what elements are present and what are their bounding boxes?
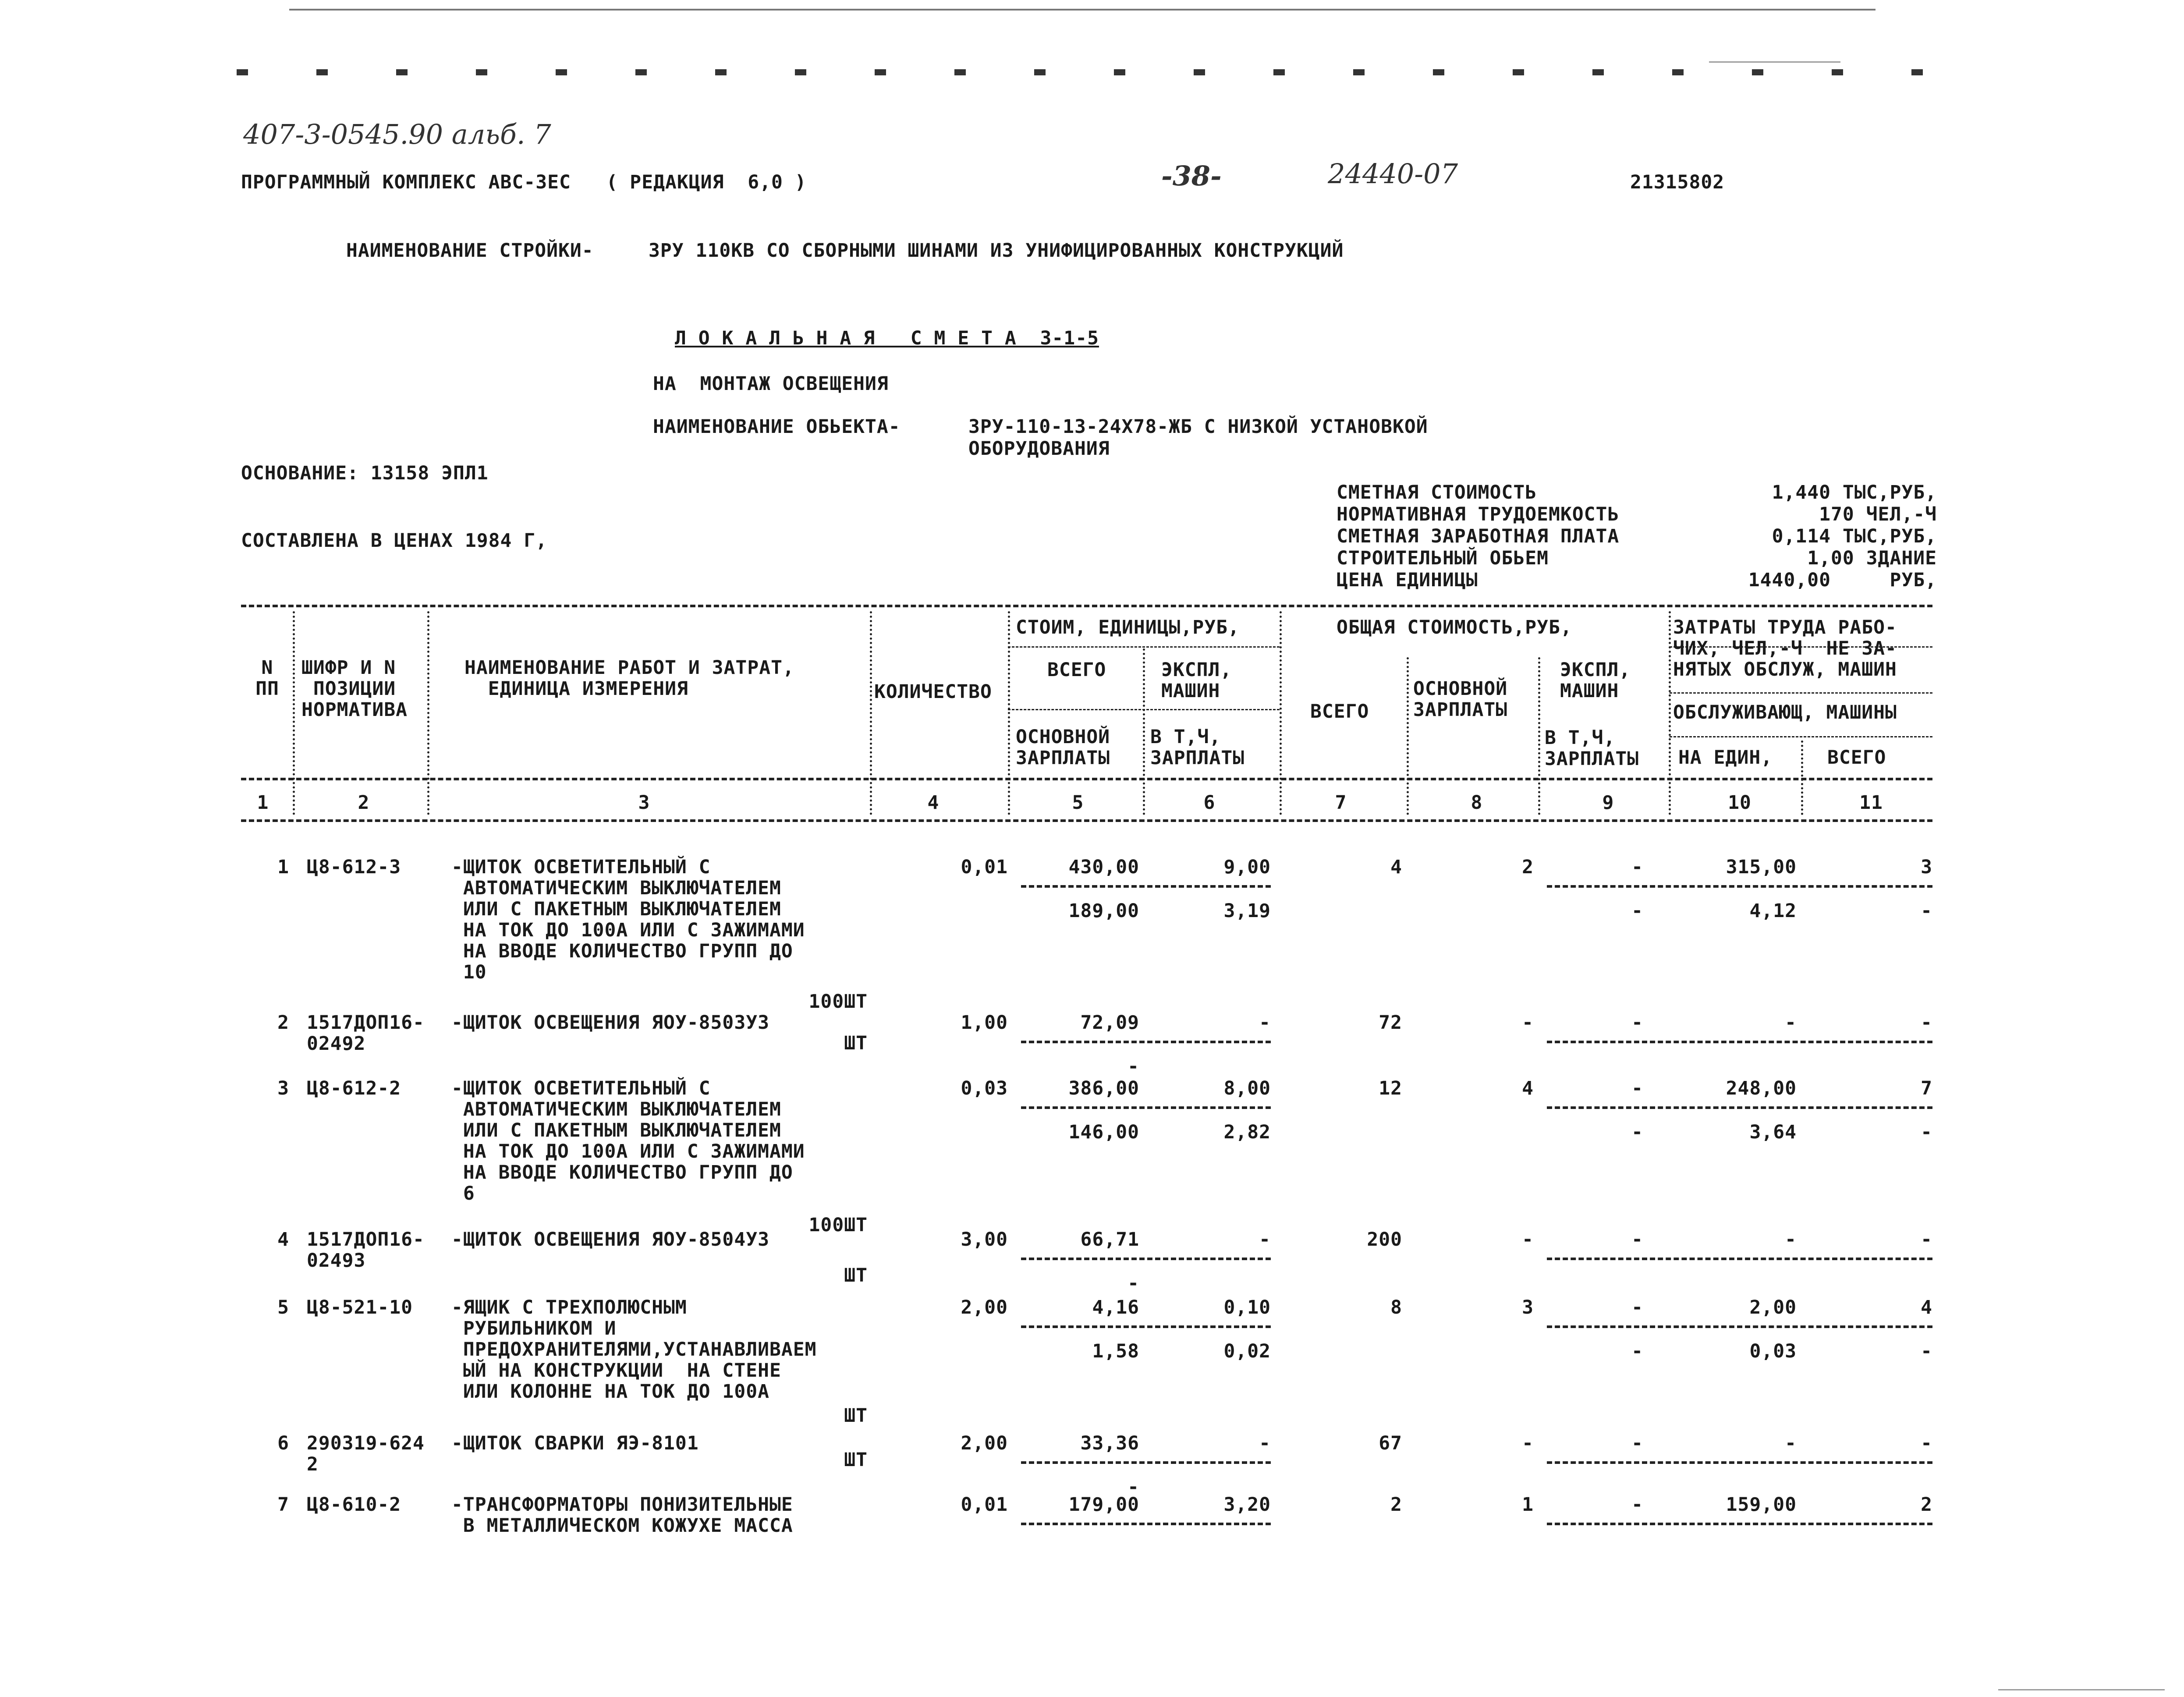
row-labor-total-2: - — [1921, 1121, 1932, 1143]
cell-divider-rule — [1021, 1325, 1271, 1328]
row-labor-unit: - — [1785, 1432, 1797, 1454]
handwritten-code: 24440-07 — [1328, 158, 1458, 190]
column-number: 2 — [358, 792, 370, 814]
row-total-machines: - — [1631, 1229, 1643, 1251]
row-quantity: 2,00 — [961, 1432, 1008, 1454]
row-name: -ТРАНСФОРМАТОРЫ ПОНИЗИТЕЛЬНЫЕ В МЕТАЛЛИЧЕСКОМ КОЖУХЕ МАССА — [451, 1494, 793, 1537]
header-unit-machines: ЭКСПЛ, МАШИН — [1161, 659, 1232, 702]
summary-label: СМЕТНАЯ ЗАРАБОТНАЯ ПЛАТА — [1337, 525, 1620, 547]
row-labor-total: 2 — [1921, 1494, 1932, 1516]
summary-value: 1,00 ЗДАНИЕ — [1807, 547, 1937, 569]
column-number: 5 — [1072, 792, 1084, 814]
row-total: 4 — [1390, 856, 1402, 878]
column-separator — [1280, 611, 1282, 815]
row-unit-total: 33,36 — [1080, 1432, 1139, 1454]
row-unit-machines: 8,00 — [1223, 1077, 1271, 1099]
row-name: -ЩИТОК ОСВЕТИТЕЛЬНЫЙ С АВТОМАТИЧЕСКИМ ВЫКЛЮЧАТЕЛЕМ ИЛИ С ПАКЕТНЫМ ВЫКЛЮЧАТЕЛЕМ НА ТОК ДО 100А ИЛИ С ЗАЖИМАМИ НА ВВОДЕ КОЛИЧЕСТВО ГРУПП ДО 10 — [451, 856, 805, 983]
header-n: N ПП — [255, 657, 279, 700]
header-unit-total: ВСЕГО — [1047, 659, 1106, 681]
row-unit-including: 3,19 — [1223, 900, 1271, 922]
row-labor-unit: 315,00 — [1726, 856, 1797, 878]
cell-divider-rule — [1021, 1523, 1271, 1525]
cell-divider-rule — [1021, 885, 1271, 888]
column-number: 10 — [1728, 792, 1751, 814]
row-unit-including: 0,02 — [1223, 1340, 1271, 1362]
column-number: 3 — [638, 792, 650, 814]
cell-divider-rule — [1021, 1041, 1271, 1043]
row-labor-total: - — [1921, 1012, 1932, 1034]
row-name: -ЩИТОК СВАРКИ ЯЭ-8101 — [451, 1432, 699, 1454]
row-unit: ШТ — [844, 1405, 868, 1427]
row-total-machines: - — [1631, 1077, 1643, 1099]
row-number: 7 — [277, 1494, 289, 1516]
row-unit-total: 430,00 — [1068, 856, 1139, 878]
row-quantity: 0,01 — [961, 1494, 1008, 1516]
row-labor-total: 7 — [1921, 1077, 1932, 1099]
row-total: 67 — [1379, 1432, 1402, 1454]
header-bottom-rule — [241, 778, 1932, 780]
row-total-wage: 2 — [1522, 856, 1534, 878]
scan-mark — [1709, 61, 1840, 63]
cell-divider-rule — [1547, 1106, 1932, 1109]
header-rule — [1670, 692, 1932, 694]
row-number: 1 — [277, 856, 289, 878]
program-title: ПРОГРАММНЫЙ КОМПЛЕКС АВС-3ЕС ( РЕДАКЦИЯ 6,0 ) — [241, 171, 807, 193]
construction-label: НАИМЕНОВАНИЕ СТРОЙКИ- — [346, 240, 594, 262]
row-unit-machines: - — [1259, 1229, 1271, 1251]
row-unit: ШТ — [844, 1449, 868, 1471]
row-total-including: - — [1631, 1340, 1643, 1362]
row-total-including: - — [1631, 1121, 1643, 1143]
row-labor-unit: 159,00 — [1726, 1494, 1797, 1516]
header-total-wage: ОСНОВНОЙ ЗАРПЛАТЫ — [1413, 678, 1508, 721]
object-label: НАИМЕНОВАНИЕ ОБЬЕКТА- — [653, 416, 901, 438]
row-name: -ЩИТОК ОСВЕТИТЕЛЬНЫЙ С АВТОМАТИЧЕСКИМ ВЫКЛЮЧАТЕЛЕМ ИЛИ С ПАКЕТНЫМ ВЫКЛЮЧАТЕЛЕМ НА ТОК ДО 100А ИЛИ С ЗАЖИМАМИ НА ВВОДЕ КОЛИЧЕСТВО ГРУПП ДО 6 — [451, 1077, 805, 1205]
column-separator — [1538, 657, 1540, 815]
summary-label: ЦЕНА ЕДИНИЦЫ — [1337, 569, 1478, 591]
header-unit-cost: СТОИМ, ЕДИНИЦЫ,РУБ, — [1016, 616, 1240, 638]
row-name: -ЩИТОК ОСВЕЩЕНИЯ ЯОУ-8504У3 — [451, 1229, 769, 1251]
header-total-cost: ОБЩАЯ СТОИМОСТЬ,РУБ, — [1337, 616, 1572, 638]
row-total-wage: - — [1522, 1229, 1534, 1251]
column-number: 7 — [1335, 792, 1347, 814]
cell-divider-rule — [1547, 1041, 1932, 1043]
header-total-machines: ЭКСПЛ, МАШИН — [1560, 659, 1631, 702]
cell-divider-rule — [1547, 885, 1932, 888]
object-value: ЗРУ-110-13-24Х78-ЖБ С НИЗКОЙ УСТАНОВКОЙ — [968, 416, 1428, 438]
row-labor-total-2: - — [1921, 1340, 1932, 1362]
row-total: 200 — [1367, 1229, 1402, 1251]
summary-label: НОРМАТИВНАЯ ТРУДОЕМКОСТЬ — [1337, 503, 1620, 525]
header-rule — [1670, 736, 1932, 737]
row-unit: ШТ — [844, 1265, 868, 1286]
construction-value: ЗРУ 110КВ СО СБОРНЫМИ ШИНАМИ ИЗ УНИФИЦИРОВАННЫХ КОНСТРУКЦИЙ — [649, 240, 1344, 262]
row-unit-total: 386,00 — [1068, 1077, 1139, 1099]
row-total-machines: - — [1631, 1012, 1643, 1034]
row-unit-wage: 1,58 — [1092, 1340, 1139, 1362]
row-unit-total: 179,00 — [1068, 1494, 1139, 1516]
row-unit-wage: 146,00 — [1068, 1121, 1139, 1143]
row-number: 3 — [277, 1077, 289, 1099]
object-value-continued: ОБОРУДОВАНИЯ — [968, 438, 1110, 460]
summary-value: 0,114 ТЫС,РУБ, — [1772, 525, 1937, 547]
header-labor: ЗАТРАТЫ ТРУДА РАБО- ЧИХ, ЧЕЛ,-Ч НЕ ЗА- НЯТЫХ ОБСЛУЖ, МАШИН — [1673, 616, 1897, 680]
estimate-subject: НА МОНТАЖ ОСВЕЩЕНИЯ — [653, 373, 889, 395]
column-number: 11 — [1859, 792, 1883, 814]
row-number: 4 — [277, 1229, 289, 1251]
header-labor-total: ВСЕГО — [1827, 747, 1886, 769]
estimate-title: Л О К А Л Ь Н А Я С М Е Т А 3-1-5 — [675, 327, 1099, 349]
header-total-including: В Т,Ч, ЗАРПЛАТЫ — [1545, 727, 1639, 770]
row-code: 290319-624 2 — [307, 1432, 425, 1475]
column-separator — [427, 611, 429, 815]
row-quantity: 2,00 — [961, 1297, 1008, 1318]
row-number: 2 — [277, 1012, 289, 1034]
row-code: 1517ДОП16- 02493 — [307, 1229, 425, 1272]
row-labor-total: - — [1921, 1229, 1932, 1251]
summary-value: 1,440 ТЫС,РУБ, — [1772, 482, 1937, 503]
row-total: 72 — [1379, 1012, 1402, 1034]
cell-divider-rule — [1547, 1325, 1932, 1328]
row-unit-wage: - — [1127, 1272, 1139, 1294]
row-total: 12 — [1379, 1077, 1402, 1099]
header-labor-service: ОБСЛУЖИВАЮЩ, МАШИНЫ — [1673, 701, 1897, 723]
cell-divider-rule — [1021, 1106, 1271, 1109]
row-unit-machines: 9,00 — [1223, 856, 1271, 878]
row-number: 6 — [277, 1432, 289, 1454]
row-unit-machines: 0,10 — [1223, 1297, 1271, 1318]
basis: ОСНОВАНИЕ: 13158 ЭПЛ1 — [241, 462, 489, 484]
document-id: 21315802 — [1630, 171, 1725, 193]
column-number: 8 — [1471, 792, 1483, 814]
row-labor-total: - — [1921, 1432, 1932, 1454]
row-unit-wage: - — [1127, 1056, 1139, 1077]
perforation-marks — [237, 69, 1932, 75]
handwritten-page-number: -38- — [1161, 160, 1222, 192]
row-number: 5 — [277, 1297, 289, 1318]
row-total-including: - — [1631, 900, 1643, 922]
header-quantity: КОЛИЧЕСТВО — [874, 681, 992, 703]
cell-divider-rule — [1547, 1461, 1932, 1464]
scan-mark — [1998, 1689, 2165, 1690]
row-unit-including: 2,82 — [1223, 1121, 1271, 1143]
header-code: ШИФР И N ПОЗИЦИИ НОРМАТИВА — [301, 657, 408, 721]
row-total-machines: - — [1631, 1297, 1643, 1318]
header-labor-unit: НА ЕДИН, — [1678, 747, 1773, 769]
row-quantity: 0,03 — [961, 1077, 1008, 1099]
header-unit-wage: ОСНОВНОЙ ЗАРПЛАТЫ — [1016, 726, 1110, 769]
column-separator — [870, 611, 872, 815]
row-unit-total: 66,71 — [1080, 1229, 1139, 1251]
summary-label: СТРОИТЕЛЬНЫЙ ОБЬЕМ — [1337, 547, 1549, 569]
header-rule — [1008, 646, 1280, 648]
summary-value: 1440,00 РУБ, — [1748, 569, 1937, 591]
row-unit-machines: 3,20 — [1223, 1494, 1271, 1516]
column-number: 1 — [257, 792, 269, 814]
row-quantity: 1,00 — [961, 1012, 1008, 1034]
row-labor-total: 4 — [1921, 1297, 1932, 1318]
row-unit-machines: - — [1259, 1012, 1271, 1034]
row-name: -ЯЩИК С ТРЕХПОЛЮСНЫМ РУБИЛЬНИКОМ И ПРЕДОХРАНИТЕЛЯМИ,УСТАНАВЛИВАЕМ ЫЙ НА КОНСТРУКЦИИ НА СТЕНЕ ИЛИ КОЛОННЕ НА ТОК ДО 100А — [451, 1297, 817, 1403]
row-code: Ц8-610-2 — [307, 1494, 401, 1516]
row-total-wage: - — [1522, 1012, 1534, 1034]
row-total-wage: 4 — [1522, 1077, 1534, 1099]
table-top-rule — [241, 605, 1932, 607]
header-name: НАИМЕНОВАНИЕ РАБОТ И ЗАТРАТ, ЕДИНИЦА ИЗМЕРЕНИЯ — [464, 657, 794, 700]
row-labor-total: 3 — [1921, 856, 1932, 878]
row-quantity: 0,01 — [961, 856, 1008, 878]
row-total-machines: - — [1631, 1494, 1643, 1516]
header-unit-including: В Т,Ч, ЗАРПЛАТЫ — [1150, 726, 1245, 769]
handwritten-doc-number: 407-3-0545.90 альб. 7 — [243, 118, 551, 150]
row-code: Ц8-612-2 — [307, 1077, 401, 1099]
row-total-wage: 1 — [1522, 1494, 1534, 1516]
row-unit-wage: - — [1127, 1476, 1139, 1498]
row-total-machines: - — [1631, 856, 1643, 878]
cell-divider-rule — [1021, 1461, 1271, 1464]
row-quantity: 3,00 — [961, 1229, 1008, 1251]
row-unit: 100ШТ — [808, 1214, 868, 1236]
column-separator — [1801, 740, 1803, 815]
row-labor-total-2: - — [1921, 900, 1932, 922]
column-number: 9 — [1602, 792, 1614, 814]
row-total-wage: 3 — [1522, 1297, 1534, 1318]
row-labor-unit: - — [1785, 1012, 1797, 1034]
column-separator — [293, 611, 295, 815]
row-unit-total: 72,09 — [1080, 1012, 1139, 1034]
column-separator — [1143, 648, 1145, 815]
row-unit-wage: 189,00 — [1068, 900, 1139, 922]
summary-value: 170 ЧЕЛ,-Ч — [1819, 503, 1937, 525]
row-code: 1517ДОП16- 02492 — [307, 1012, 425, 1055]
column-number: 6 — [1203, 792, 1216, 814]
column-separator — [1407, 657, 1409, 815]
summary-label: СМЕТНАЯ СТОИМОСТЬ — [1337, 482, 1537, 503]
column-numbers-rule — [241, 819, 1932, 822]
column-separator — [1008, 611, 1010, 815]
row-labor-unit-2: 0,03 — [1749, 1340, 1797, 1362]
row-labor-unit: - — [1785, 1229, 1797, 1251]
row-total: 2 — [1390, 1494, 1402, 1516]
row-labor-unit: 2,00 — [1749, 1297, 1797, 1318]
row-code: Ц8-521-10 — [307, 1297, 413, 1318]
row-code: Ц8-612-3 — [307, 856, 401, 878]
row-labor-unit-2: 3,64 — [1749, 1121, 1797, 1143]
cell-divider-rule — [1547, 1258, 1932, 1260]
header-total: ВСЕГО — [1310, 701, 1369, 723]
cell-divider-rule — [1021, 1258, 1271, 1260]
row-unit-machines: - — [1259, 1432, 1271, 1454]
row-unit: ШТ — [844, 1032, 868, 1054]
prices-year: СОСТАВЛЕНА В ЦЕНАХ 1984 Г, — [241, 530, 548, 552]
cell-divider-rule — [1547, 1523, 1932, 1525]
column-separator — [1669, 611, 1671, 815]
row-total-machines: - — [1631, 1432, 1643, 1454]
row-labor-unit-2: 4,12 — [1749, 900, 1797, 922]
row-labor-unit: 248,00 — [1726, 1077, 1797, 1099]
column-number: 4 — [927, 792, 940, 814]
scan-top-line — [289, 9, 1876, 11]
row-total: 8 — [1390, 1297, 1402, 1318]
row-unit: 100ШТ — [808, 991, 868, 1013]
row-unit-total: 4,16 — [1092, 1297, 1139, 1318]
row-name: -ЩИТОК ОСВЕЩЕНИЯ ЯОУ-8503У3 — [451, 1012, 769, 1034]
row-total-wage: - — [1522, 1432, 1534, 1454]
